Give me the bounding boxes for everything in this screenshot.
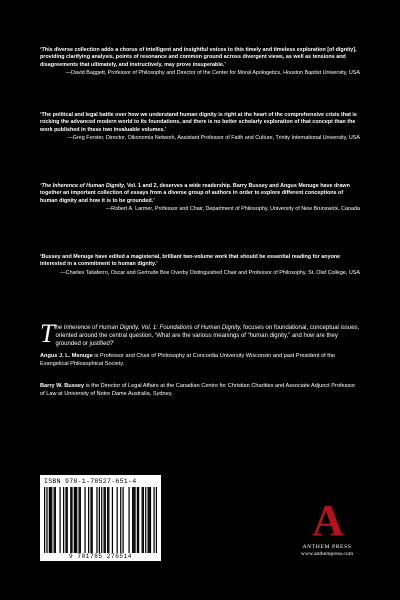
endorsement-2 <box>40 112 360 142</box>
barcode-bar <box>59 487 60 553</box>
endorsement-quote: ‘The political and legal battle over how we understand human dignity is right at the heart of the comprehensive crisis that is rocking the advanced modern world to its foundations, and there is no better scholarly exploration of that concept than the work published in these two invaluable volumes.’ <box>40 112 357 133</box>
author-name: Angus J. L. Menuge <box>40 353 93 359</box>
barcode-bar <box>142 487 143 553</box>
logo-letter: A <box>312 497 344 541</box>
endorsement-1 <box>40 47 360 77</box>
endorsement-attribution: —David Baggett, Professor of Philosophy and Director of the Center for Moral Apologetics, Houston Baptist University, USA <box>65 69 360 76</box>
barcode-bar <box>143 487 144 553</box>
barcode-bar <box>70 487 71 553</box>
barcode-bar <box>112 487 113 553</box>
drop-cap: T <box>40 319 55 348</box>
barcode-bar <box>105 487 106 553</box>
publisher-url: www.anthempress.com <box>300 551 354 557</box>
endorsement-quote <box>40 183 360 205</box>
author-bio-menuge <box>40 352 360 368</box>
barcode-bars <box>44 487 157 553</box>
barcode-bar <box>117 487 118 553</box>
endorsement-quote: ‘This diverse collection adds a chorus of intelligent and insightful voices to this timely and timeless exploration [of dignity], providing clarifying analysis, points of resonance and common ground across divergent views, as well as tensions and disagreements that ultimately, and instructively, may prove insuperable.’ <box>40 47 357 68</box>
barcode-bar <box>78 487 79 553</box>
endorsement-attribution: —Charles Taliaferro, Oscar and Gertrude Boe Overby Distinguished Chair and Professor of Philosophy, St. Olaf College, USA <box>60 269 360 276</box>
barcode-bar <box>63 487 64 553</box>
barcode-bar <box>134 487 135 553</box>
barcode-bar <box>132 487 133 553</box>
author-bio-bussey <box>40 382 360 398</box>
barcode-bar <box>149 487 150 553</box>
barcode-bar <box>133 487 134 553</box>
barcode-bar <box>138 487 139 553</box>
barcode-bar <box>46 487 47 553</box>
barcode-bar <box>108 487 109 553</box>
barcode-bar <box>147 487 148 553</box>
author-name: Barry W. Bussey <box>40 383 85 389</box>
barcode-bar <box>44 487 45 553</box>
barcode-bar <box>99 487 100 553</box>
anthem-press-logo <box>303 497 353 541</box>
barcode-bar <box>137 487 138 553</box>
endorsement-quote: ‘Bussey and Menuge have edited a magisterial, brilliant two-volume work that should be essential reading for anyone interested in a commitment to human dignity.’ <box>40 254 341 268</box>
barcode-bar <box>153 487 154 553</box>
barcode-bar <box>88 487 89 553</box>
barcode-bar <box>90 487 91 553</box>
barcode-bar <box>84 487 85 553</box>
barcode-bar <box>120 487 121 553</box>
barcode-bar <box>71 487 72 553</box>
endorsement-4 <box>40 254 360 277</box>
book-title-italic: ‘The Inherence of Human Dignity, <box>40 183 126 189</box>
isbn-barcode <box>40 475 161 561</box>
barcode-bar <box>54 487 55 553</box>
barcode-bar <box>128 487 129 553</box>
barcode-bar <box>103 487 104 553</box>
barcode-bar <box>49 487 50 553</box>
barcode-number: 9 781785 276514 <box>68 553 132 560</box>
author-bio-text: is Professor and Chair of Philosophy at Concordia University Wisconsin and past President of the Evangelical Philosophical Society. <box>40 353 336 367</box>
barcode-bar <box>96 487 97 553</box>
endorsement-quote-rest: Vol. 1 and 2, deserves a wide readership. Barry Bussey and Angus Menuge have drawn together an important collection of essays from a diverse group of authors in order to explore different conceptions of human dignity and how it is to be grounded.’ <box>40 183 350 204</box>
author-bio-text: is the Director of Legal Affairs at the Canadian Centre for Christian Charities and Associate Adjunct Professor of Law at University of Notre Dame Australia, Sydney. <box>40 383 356 397</box>
barcode-bar <box>150 487 151 553</box>
barcode-bar <box>101 487 102 553</box>
barcode-bar <box>123 487 124 553</box>
barcode-bar <box>74 487 75 553</box>
endorsement-attribution: —Greg Forster, Director, Oikonomia Network, Assistant Professor of Faith and Culture, Trinity International University, USA <box>67 134 360 141</box>
book-description <box>40 319 360 348</box>
barcode-bar <box>51 487 52 553</box>
barcode-bar <box>50 487 51 553</box>
barcode-bar <box>75 487 76 553</box>
endorsement-attribution: —Robert A. Larmer, Professor and Chair, Department of Philosophy, University of New Brunswick, Canada <box>105 205 360 212</box>
barcode-bar <box>145 487 146 553</box>
isbn-text: ISBN 978-1-78527-651-4 <box>44 478 137 485</box>
barcode-bar <box>65 487 66 553</box>
description-title: he Inherence of Human Dignity, Vol. 1: Foundations of Human Dignity, <box>55 325 242 331</box>
barcode-bar <box>107 487 108 553</box>
barcode-bar <box>80 487 81 553</box>
barcode-bar <box>156 487 157 553</box>
barcode-bar <box>76 487 77 553</box>
barcode-bar <box>92 487 93 553</box>
barcode-bar <box>55 487 56 553</box>
description-text: focuses on foundational, conceptual issues, oriented around the central question, ‘What are the various meanings of “human dignity,” and how are they grounded or justified?’ <box>55 325 360 347</box>
barcode-bar <box>67 487 68 553</box>
publisher-info <box>287 544 367 558</box>
publisher-name: ANTHEM PRESS <box>302 544 352 550</box>
endorsement-3 <box>40 183 360 213</box>
